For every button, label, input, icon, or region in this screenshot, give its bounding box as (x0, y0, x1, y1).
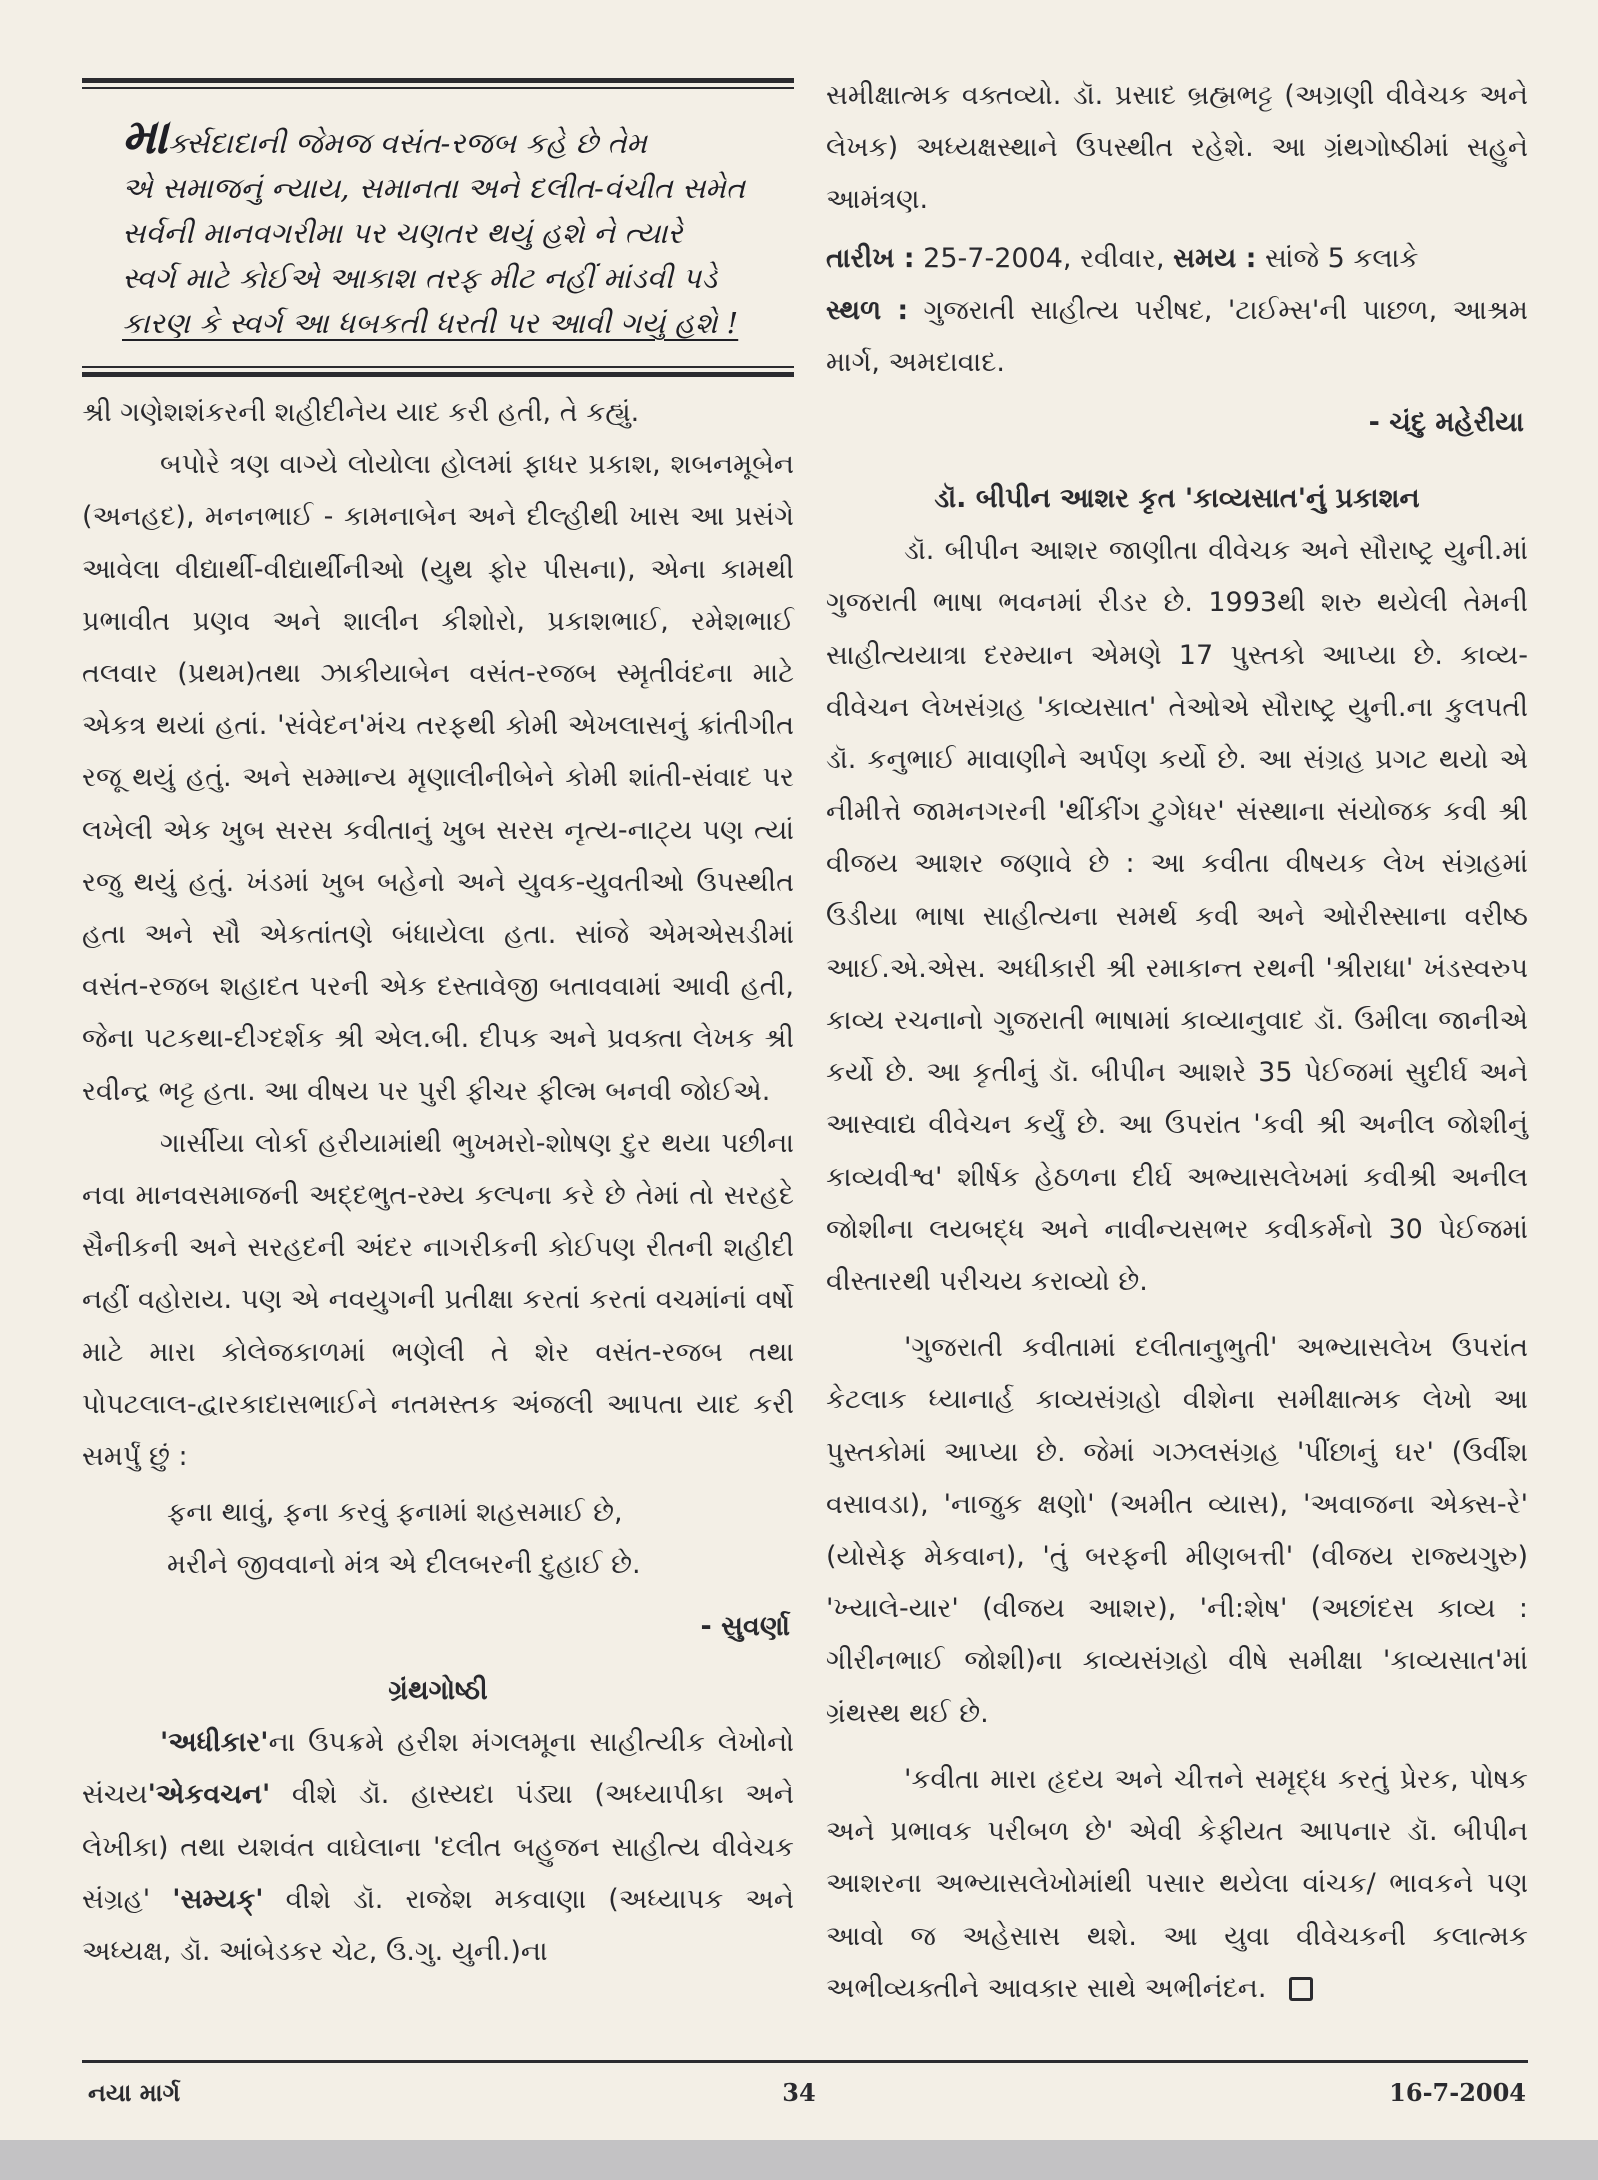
left-paragraph-2: બપોરે ત્રણ વાગ્યે લોયોલા હોલમાં ફાધર પ્રકાશ, શબનમૂબેન (અનહદ), મનનભાઈ - કામનાબેન અને દીલ્હીથી ખાસ આ પ્રસંગે આવેલા વીદ્યાર્થી-વીદ્યાર્થીનીઓ (યુથ ફોર પીસના), એના કામથી પ્રભાવીત પ્રણવ અને શાલીન કીશોરો, પ્રકાશભાઈ, રમેશભાઈ તલવાર (પ્રથમ)તથા ઝાકીયાબેન વસંત-રજબ સ્મૃતીવંદના માટે એકત્ર થયાં હતાં. 'સંવેદન'મંચ તરફથી કોમી એખલાસનું ક્રાંતીગીત રજૂ થયું હતું. અને સમ્માન્ય મૃણાલીનીબેને કોમી શાંતી-સંવાદ પર લખેલી એક ખુબ સરસ કવીતાનું ખુબ સરસ નૃત્ય-નાટ્ય પણ ત્યાં રજુ થયું હતું. ખંડમાં ખુબ બહેનો અને યુવક-યુવતીઓ ઉપસ્થીત હતા અને સૌ એકતાંતણે બંધાયેલા હતા. સાંજે એમએસડીમાં વસંત-રજબ શહાદત પરની એક દસ્તાવેજી બતાવવામાં આવી હતી, જેના પટકથા-દીગ્દર્શક શ્રી એલ.બી. દીપક અને પ્રવક્તા લેખક શ્રી રવીન્દ્ર ભટ્ટ હતા. આ વીષય પર પુરી ફીચર ફીલ્મ બનવી જોઈએ. (82, 449, 794, 1107)
right-paragraph-3: 'ગુજરાતી કવીતામાં દલીતાનુભુતી' અભ્યાસલેખ ઉપરાંત કેટલાક ધ્યાનાર્હ કાવ્યસંગ્રહો વીશેના સમીક્ષાત્મક લેખો આ પુસ્તકોમાં આપ્યા છે. જેમાં ગઝલસંગ્રહ 'પીંછાનું ઘર' (ઉર્વીશ વસાવડા), 'નાજુક ક્ષણો' (અમીત વ્યાસ), 'અવાજના એક્સ-રે' (યોસેફ મેકવાન), 'તું બરફની મીણબત્તી' (વીજય રાજ્યગુરુ) 'ખ્યાલે-યાર' (વીજય આશર), 'ની:શેષ' (અછાંદસ કાવ્ય : ગીરીનભાઈ જોશી)ના કાવ્યસંગ્રહો વીષે સમીક્ષા 'કાવ્યસાત'માં ગ્રંથસ્થ થઈ છે. (826, 1332, 1528, 1729)
verse-line-1: ફના થાવું, ફના કરવું ફનામાં શહસમાઈ છે, (167, 1497, 623, 1529)
p4-text-3: વીશે ડૉ. રાજેશ મકવાણા (અધ્યાપક અને અધ્યક્ષ, ડૉ. આંબેડકર ચેટ, ઉ.ગુ. યુની.)ના (82, 1883, 794, 1968)
pull-quote-line-5: કારણ કે સ્વર્ગ આ ધબકતી ધરતી પર આવી ગયું હશે ! (122, 306, 739, 340)
footer-rule (82, 2060, 1528, 2063)
event-place (826, 285, 1528, 389)
left-column (82, 78, 794, 1978)
right-column (826, 70, 1528, 2015)
time-value: સાંજે 5 કલાકે (1256, 242, 1419, 274)
date-value: 25-7-2004, રવીવાર, (914, 242, 1174, 274)
right-paragraph-2: ડૉ. બીપીન આશર જાણીતા વીવેચક અને સૌરાષ્ટ્ર યુની.માં ગુજરાતી ભાષા ભવનમાં રીડર છે. 1993થી શરુ થયેલી તેમની સાહીત્યયાત્રા દરમ્યાન એમણે 17 પુસ્તકો આપ્યા છે. કાવ્ય-વીવેચન લેખસંગ્રહ 'કાવ્યસાત' તેઓએ સૌરાષ્ટ્ર યુની.ના કુલપતી ડૉ. કનુભાઈ માવાણીને અર્પણ કર્યો છે. આ સંગ્રહ પ્રગટ થયો એ નીમીત્તે જામનગરની 'થીંકીંગ ટુગેધર' સંસ્થાના સંયોજક કવી શ્રી વીજય આશર જણાવે છે : આ કવીતા વીષયક લેખ સંગ્રહમાં ઉડીયા ભાષા સાહીત્યના સમર્થ કવી અને ઓરીસ્સાના વરીષ્ઠ આઈ.એ.એસ. અધીકારી શ્રી રમાકાન્ત રથની 'શ્રીરાધા' ખંડસ્વરુપ કાવ્ય રચનાનો ગુજરાતી ભાષામાં કાવ્યાનુવાદ ડૉ. ઉમીલા જાનીએ કર્યો છે. આ કૃતીનું ડૉ. બીપીન આશરે 35 પેઈજમાં સુદીર્ઘ અને આસ્વાદ્ય વીવેચન કર્યું છે. આ ઉપરાંત 'કવી શ્રી અનીલ જોશીનું કાવ્યવીશ્વ' શીર્ષક હેઠળના દીર્ઘ અભ્યાસલેખમાં કવીશ્રી અનીલ જોશીના લયબદ્ધ અને નાવીન્યસભર કવીકર્મનો 30 પેઈજમાં વીસ્તારથી પરીચય કરાવ્યો છે. (826, 535, 1528, 1298)
quote-top-rule-heavy (82, 78, 794, 83)
verse-line-2: મરીને જીવવાનો મંત્ર એ દીલબરની દુહાઈ છે. (167, 1549, 641, 1581)
date-label: તારીખ : (826, 242, 915, 274)
section-heading-kavyasaat: ડૉ. બીપીન આશર કૃત 'કાવ્યસાત'નું પ્રકાશન (934, 483, 1420, 515)
footer-page-number: 34 (782, 2078, 816, 2107)
bold-title-ekvachan: 'એકવચન' (147, 1779, 271, 1811)
right-paragraph-4 (826, 1754, 1528, 2015)
pull-quote-dropcap: મા (122, 109, 168, 165)
pull-quote-line-3: સર્વની માનવગરીમા પર ચણતર થયું હશે ને ત્યારે (122, 216, 683, 250)
quote-bottom-rule-heavy (82, 372, 794, 377)
section-heading-granthgoshthi: ગ્રંથગોષ્ઠી (388, 1675, 488, 1707)
footer-publication-name: નયા માર્ગ (88, 2078, 181, 2107)
right-signature: - ચંદુ મહેરીયા (1368, 407, 1524, 439)
time-label: સમય : (1173, 242, 1257, 274)
right-paragraph-1: સમીક્ષાત્મક વક્તવ્યો. ડૉ. પ્રસાદ બ્રહ્મભટ્ટ (અગ્રણી વીવેચક અને લેખક) અધ્યક્ષસ્થાને ઉપસ્થીત રહેશે. આ ગ્રંથગોષ્ઠીમાં સહુને આમંત્રણ. (826, 80, 1528, 216)
pull-quote-line-4: સ્વર્ગ માટે કોઈએ આકાશ તરફ મીટ નહીં માંડવી પડે (122, 261, 718, 295)
left-paragraph-3: ગાર્સીયા લોર્કા હરીયામાંથી ભુખમરો-શોષણ દુર થયા પછીના નવા માનવસમાજની અદ્દભુત-રમ્ય કલ્પના કરે છે તેમાં તો સરહદે સૈનીકની અને સરહદની અંદર નાગરીકની કોઈપણ રીતની શહીદી નહીં વહોરાય. પણ એ નવયુગની પ્રતીક્ષા કરતાં કરતાં વચમાંનાં વર્ષો માટે મારા કોલેજકાળમાં ભણેલી તે શેર વસંત-રજબ તથા પોપટલાલ-દ્વારકાદાસભાઈને નતમસ્તક અંજલી આપતા યાદ કરી સમર્પું છું : (82, 1127, 794, 1473)
p4-text-2: વીશે ડૉ. હાસ્યદા પંડ્યા (અધ્યાપીકા અને લેખીકા) તથા યશવંત વાઘેલાના 'દલીત બહુજન સાહીત્ય વીવેચક સંગ્રહ' (82, 1779, 794, 1915)
footer-date: 16-7-2004 (1389, 2078, 1526, 2107)
quote-bottom-rule-thin (82, 366, 794, 368)
pull-quote (82, 89, 794, 352)
left-paragraph-4 (82, 1717, 794, 1978)
pull-quote-line-2: એ સમાજનું ન્યાય, સમાનતા અને દલીત-વંચીત સમેત (122, 171, 746, 205)
bold-title-samyak: 'સમ્યક્' (172, 1883, 264, 1915)
square-end-mark-icon (1289, 1977, 1313, 2001)
right-paragraph-4-text: 'કવીતા મારા હૃદય અને ચીત્તને સમૃદ્ધ કરતું પ્રેરક, પોષક અને પ્રભાવક પરીબળ છે' એવી કેફીયત આપનાર ડૉ. બીપીન આશરના અભ્યાસલેખોમાંથી પસાર થયેલા વાંચક/ ભાવકને પણ આવો જ અહેસાસ થશે. આ યુવા વીવેચકની કલાત્મક અભીવ્યક્તીને આવકાર સાથે અભીનંદન. (826, 1763, 1528, 2004)
place-value: ગુજરાતી સાહીત્ય પરીષદ, 'ટાઈમ્સ'ની પાછળ, આશ્રમ માર્ગ, અમદાવાદ. (826, 294, 1528, 379)
left-paragraph-1: શ્રી ગણેશશંકરની શહીદીનેય યાદ કરી હતી, તે કહ્યું. (82, 397, 640, 428)
verse-block (82, 1487, 794, 1591)
p4-text-1: ના ઉપક્રમે હરીશ મંગલમૂના સાહીત્યીક લેખોનો સંચય (82, 1727, 794, 1811)
place-label: સ્થળ : (826, 294, 909, 326)
bold-title-adhikar: 'અધીકાર' (160, 1727, 269, 1759)
scan-bottom-strip (0, 2140, 1598, 2180)
left-signature: - સુવર્ણા (700, 1611, 790, 1643)
pull-quote-line-1: ર્ક્સદાદાની જેમજ વસંત-રજબ કહે છે તેમ (167, 126, 647, 160)
event-date-time (826, 233, 1528, 285)
